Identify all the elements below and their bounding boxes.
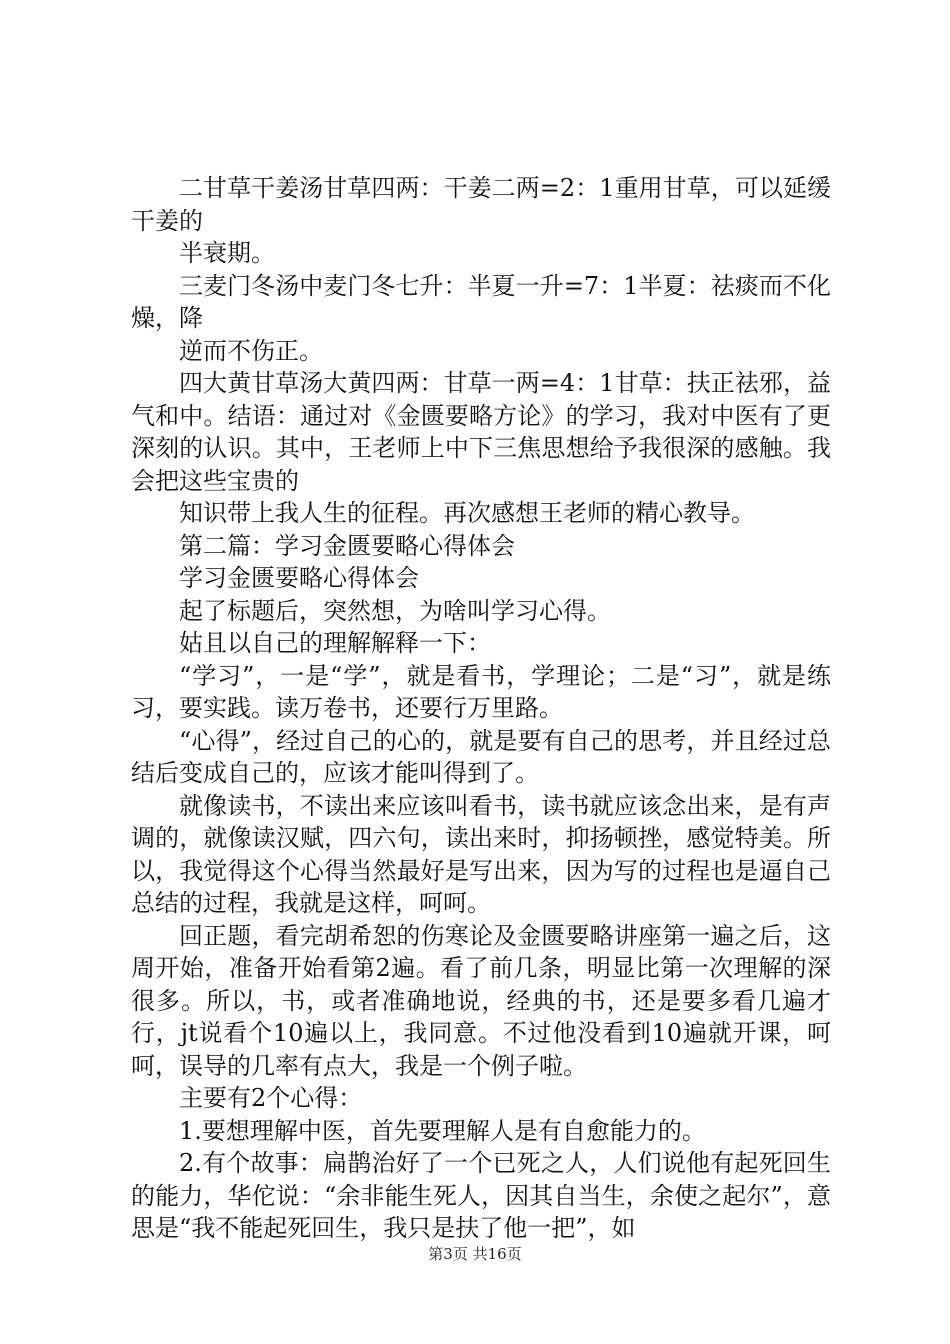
list-item-2: 2.有个故事：扁鹊治好了一个已死之人，人们说他有起死回生的能力，华佗说：“余非能生死人，因其自当生，余使之起尔”，意思是“我不能起死回生，我只是扶了他一把”，如 (131, 1149, 831, 1242)
paragraph-12: “心得”，经过自己的心的，就是要有自己的思考，并且经过总结后变成自己的，应该才能叫得到了。 (131, 726, 831, 787)
paragraph-13: 就像读书，不读出来应该叫看书，读书就应该念出来，是有声调的，就像读汉赋，四六句，读出来时，抑扬顿挫，感觉特美。所以，我觉得这个心得当然最好是写出来，因为写的过程也是逼自己总结的过程，我就是这样，呵呵。 (131, 791, 831, 917)
paragraph-5: 四大黄甘草汤大黄四两：甘草一两=4：1甘草：扶正祛邪，益气和中。结语：通过对《金匮要略方论》的学习，我对中医有了更深刻的认识。其中，王老师上中下三焦思想给予我很深的感触。我会把这些宝贵的 (131, 369, 831, 495)
paragraph-4: 逆而不伤正。 (179, 336, 323, 365)
paragraph-2: 半衰期。 (179, 239, 275, 267)
page-number-footer: 第3页 共16页 (428, 1245, 522, 1263)
paragraph-9: 起了标题后，突然想，为啥叫学习心得。 (179, 596, 611, 625)
section-title: 学习金匮要略心得体会 (179, 564, 419, 592)
paragraph-11: “学习”，一是“学”，就是看书，学理论；二是“习”，就是练习，要实践。读万卷书，还要行万里路。 (131, 661, 831, 722)
document-body (131, 172, 831, 1245)
section-heading: 第二篇：学习金匮要略心得体会 (179, 531, 515, 560)
paragraph-15: 主要有2个心得： (179, 1084, 363, 1112)
list-item-1: 1.要想理解中医，首先要理解人是有自愈能力的。 (179, 1116, 706, 1145)
paragraph-14: 回正题，看完胡希恕的伤寒论及金匮要略讲座第一遍之后，这周开始，准备开始看第2遍。看了前几条，明显比第一次理解的深很多。所以，书，或者准确地说，经典的书，还是要多看几遍才行，jt说看个10遍以上，我同意。不过他没看到10遍就开课，呵呵，误导的几率有点大，我是一个例子啦。 (131, 921, 831, 1080)
paragraph-1: 二甘草干姜汤甘草四两：干姜二两=2：1重用甘草，可以延缓干姜的 (131, 174, 831, 235)
paragraph-3: 三麦门冬汤中麦门冬七升：半夏一升=7：1半夏：祛痰而不化燥，降 (131, 271, 831, 332)
paragraph-10: 姑且以自己的理解解释一下： (179, 629, 491, 657)
paragraph-6: 知识带上我人生的征程。再次感想王老师的精心教导。 (179, 499, 755, 527)
